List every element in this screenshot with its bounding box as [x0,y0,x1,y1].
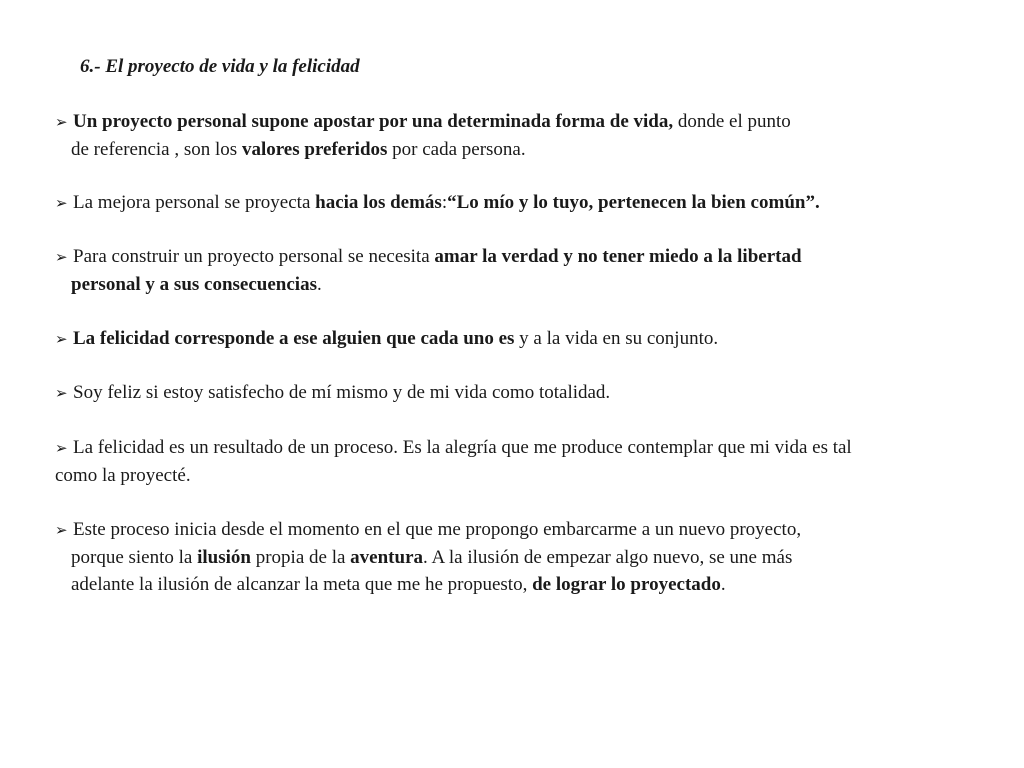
text: por cada persona. [387,139,526,160]
arrow-bullet-icon: ➢ [55,384,68,402]
arrow-bullet-icon: ➢ [55,330,68,348]
text-bold: hacia los demás [315,192,442,213]
text-bold: aventura [350,547,423,568]
paragraph-este-proceso [55,516,801,598]
paragraph-continuation [55,271,802,298]
text-bold: personal y a sus consecuencias [71,274,317,295]
arrow-bullet-icon: ➢ [55,113,68,131]
arrow-bullet-icon: ➢ [55,439,68,457]
text-bold: ilusión [197,547,251,568]
paragraph-soy-feliz [55,379,610,407]
text: Este proceso inicia desde el momento en el que me propongo embarcarme a un nuevo proyecto, [73,519,802,540]
text-bold: La felicidad corresponde a ese alguien que cada uno es [73,328,515,349]
slide-title: 6.- El proyecto de vida y la felicidad [80,56,360,77]
text-bold: valores preferidos [241,139,388,160]
paragraph-continuation [55,136,791,163]
text: Para construir un proyecto personal se necesita [73,246,435,267]
text: : [441,192,448,213]
paragraph-continuation [55,544,801,571]
paragraph-construir-proyecto [55,243,802,298]
arrow-bullet-icon: ➢ [55,248,68,266]
arrow-bullet-icon: ➢ [55,194,68,212]
text: de referencia , son los [71,139,242,160]
text-bold: de lograr lo proyectado [532,574,721,595]
paragraph-mejora-personal [55,189,820,217]
text: donde el punto [673,111,791,132]
text: . [720,574,726,595]
paragraph-continuation [55,571,801,598]
paragraph-felicidad-alguien [55,325,718,353]
arrow-bullet-icon: ➢ [55,521,68,539]
text: La felicidad es un resultado de un proceso. Es la alegría que me produce contemplar que mi vida es tal [73,437,852,458]
text: Soy feliz si estoy satisfecho de mí mismo y de mi vida como totalidad. [73,382,611,403]
text-bold: amar la verdad y no tener miedo a la libertad [434,246,802,267]
text: La mejora personal se proyecta [73,192,316,213]
paragraph-proyecto-personal [55,108,791,163]
paragraph-continuation: como la proyecté. [55,465,191,486]
text: porque siento la [71,547,198,568]
text: adelante la ilusión de alcanzar la meta que me he propuesto, [71,574,533,595]
text: propia de la [250,547,351,568]
text: y a la vida en su conjunto. [514,328,719,349]
text-bold: Un proyecto personal supone apostar por una determinada forma de vida, [73,111,674,132]
text-bold: “Lo mío y lo tuyo, pertenecen la bien común”. [447,192,820,213]
text: . [316,274,322,295]
text: . A la ilusión de empezar algo nuevo, se une más [423,547,793,568]
paragraph-felicidad-proceso [55,434,852,489]
